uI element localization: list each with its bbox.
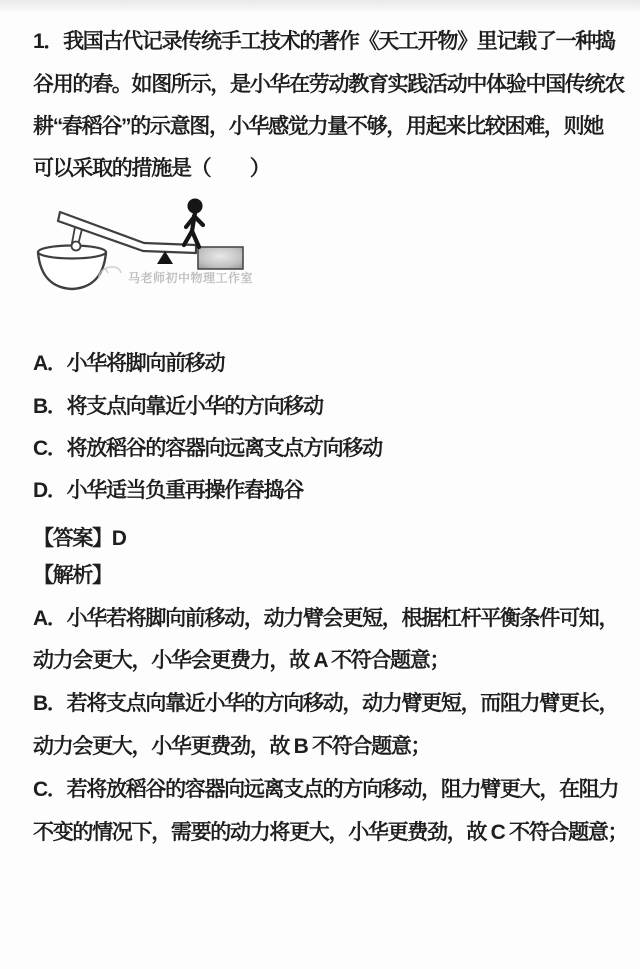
lever-diagram-svg	[33, 194, 263, 306]
analysis-line: 动力会更大，小华会更费力，故 A 不符合题意；	[33, 649, 450, 672]
option-b: B．将支点向靠近小华的方向移动	[33, 395, 323, 418]
person-head	[188, 199, 202, 213]
analysis-line: C．若将放稻谷的容器向远离支点的方向移动，阻力臂更大，在阻力	[33, 778, 619, 801]
analysis-heading: 【解析】	[33, 564, 112, 587]
analysis-line: A．小华若将脚向前移动，动力臂会更短，根据杠杆平衡条件可知，	[33, 607, 619, 630]
stone-block	[198, 247, 243, 269]
option-d: D．小华适当负重再操作舂捣谷	[33, 479, 303, 502]
lever-diagram	[33, 194, 263, 306]
question-line: 可以采取的措施是（ ）	[33, 157, 270, 180]
answer-line: 【答案】D	[33, 527, 126, 550]
analysis-line: 动力会更大，小华更费劲，故 B 不符合题意；	[33, 735, 431, 758]
pestle-head	[72, 242, 81, 251]
question-line: 耕“舂稻谷”的示意图，小华感觉力量不够，用起来比较困难，则她	[33, 115, 603, 138]
analysis-line: B．若将支点向靠近小华的方向移动，动力臂更短，而阻力臂更长，	[33, 692, 619, 715]
watermark-text: 马老师初中物理工作室	[128, 271, 254, 285]
page-top-edge	[0, 0, 640, 11]
analysis-line: 不变的情况下，需要的动力将更大，小华更费劲，故 C 不符合题意；	[33, 821, 628, 844]
option-c: C．将放稻谷的容器向远离支点方向移动	[33, 437, 382, 460]
question-line: 1．我国古代记录传统手工技术的著作《天工开物》里记载了一种捣	[33, 30, 615, 53]
question-line: 谷用的舂。如图所示，是小华在劳动教育实践活动中体验中国传统农	[33, 73, 624, 96]
option-a: A．小华将脚向前移动	[33, 352, 225, 375]
person-stick-figure	[184, 199, 203, 247]
